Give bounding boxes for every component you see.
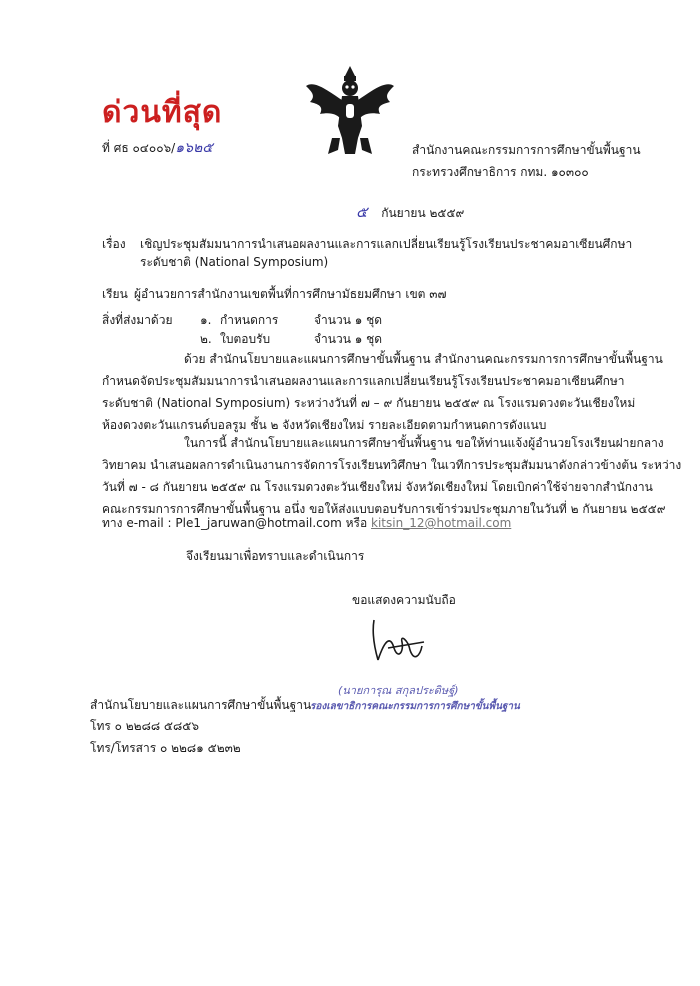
paragraph-1-line: ระดับชาติ (National Symposium) ระหว่างวันที่ ๗ – ๙ กันยายน ๒๕๕๙ ณ โรงแรมดวงตะวันเชียงใหม่	[102, 396, 636, 410]
urgency-heading: ด่วนที่สุด	[102, 95, 223, 130]
enclosure-1-qty: จำนวน ๑ ชุด	[314, 313, 383, 327]
email-link[interactable]: kitsin_12@hotmail.com	[371, 516, 512, 530]
paragraph-2-line: คณะกรรมการการศึกษาขั้นพื้นฐาน อนึ่ง ขอให้ส่งแบบตอบรับการเข้าร่วมประชุมภายในวันที่ ๒ กันยายน ๒๕๕๙	[102, 502, 666, 516]
handwritten-ref-number: ๑๖๒๕	[175, 140, 213, 156]
subject-line-1: เชิญประชุมสัมมนาการนำเสนอผลงานและการแลกเปลี่ยนเรียนรู้โรงเรียนประชาคมอาเซียนศึกษา	[140, 237, 633, 251]
footer-phone: โทร ๐ ๒๒๘๘ ๕๘๕๖	[90, 719, 199, 733]
salutation: ขอแสดงความนับถือ	[352, 593, 456, 607]
signatory-position-stamp: รองเลขาธิการคณะกรรมการการศึกษาขั้นพื้นฐาน	[310, 701, 520, 712]
recipient-value: ผู้อำนวยการสำนักงานเขตพื้นที่การศึกษามัธยมศึกษา เขต ๓๗	[134, 287, 447, 301]
letter-date: ๕ กันยายน ๒๕๕๙	[356, 203, 465, 221]
sender-line-2: กระทรวงศึกษาธิการ กทม. ๑๐๓๐๐	[412, 165, 589, 179]
reference-number: ที่ ศธ ๐๔๐๐๖/๑๖๒๕	[102, 140, 213, 156]
paragraph-1-line: ห้องดวงตะวันแกรนด์บอลรูม ชั้น ๒ จังหวัดเชียงใหม่ รายละเอียดตามกำหนดการดังแนบ	[102, 418, 547, 432]
contact-email-text: ทาง e-mail : Ple1_jaruwan@hotmail.com หรือ	[102, 516, 372, 530]
paragraph-2-line: ในการนี้ สำนักนโยบายและแผนการศึกษาขั้นพื้นฐาน ขอให้ท่านแจ้งผู้อำนวยโรงเรียนฝายกลาง	[184, 436, 664, 450]
handwritten-day: ๕	[356, 203, 368, 221]
subject-label: เรื่อง	[102, 237, 126, 251]
paragraph-1-line: ด้วย สำนักนโยบายและแผนการศึกษาขั้นพื้นฐาน สำนักงานคณะกรรมการการศึกษาขั้นพื้นฐาน	[184, 352, 663, 366]
recipient-label: เรียน	[102, 287, 128, 301]
handwritten-signature	[364, 612, 434, 672]
garuda-emblem	[302, 60, 398, 160]
paragraph-1-line: กำหนดจัดประชุมสัมมนาการนำเสนอผลงานและการแลกเปลี่ยนเรียนรู้โรงเรียนประชาคมอาเซียนศึกษา	[102, 374, 625, 388]
footer-fax: โทร/โทรสาร ๐ ๒๒๘๑ ๕๒๓๒	[90, 741, 241, 755]
enclosure-2-qty: จำนวน ๑ ชุด	[314, 332, 383, 346]
sender-line-1: สำนักงานคณะกรรมการการศึกษาขั้นพื้นฐาน	[412, 143, 641, 157]
signatory-name: (นายการุณ สกุลประดิษฐ์)	[338, 684, 459, 697]
paragraph-2	[102, 432, 682, 520]
enclosure-2-number: ๒.	[200, 332, 212, 346]
enclosure-1-number: ๑.	[200, 313, 212, 327]
enclosure-1-name: กำหนดการ	[220, 313, 279, 327]
closing-sentence: จึงเรียนมาเพื่อทราบและดำเนินการ	[186, 549, 365, 563]
paragraph-2-line: วันที่ ๗ - ๘ กันยายน ๒๕๕๙ ณ โรงแรมดวงตะวันเชียงใหม่ จังหวัดเชียงใหม่ โดยเบิกค่าใช้จ่ายจากสำนักงาน	[102, 480, 653, 494]
paragraph-2-line: วิทยาคม นำเสนอผลการดำเนินงานการจัดการโรงเรียนทวิศึกษา ในเวทีการประชุมสัมมนาดังกล่าวข้างต้น ระหว่าง	[102, 458, 682, 472]
paragraph-1	[102, 348, 663, 436]
enclosure-2-name: ใบตอบรับ	[220, 332, 271, 346]
footer-office: สำนักนโยบายและแผนการศึกษาขั้นพื้นฐาน	[90, 698, 312, 712]
subject-line-2: ระดับชาติ (National Symposium)	[140, 255, 329, 269]
contact-line	[102, 515, 511, 531]
enclosures-label: สิ่งที่ส่งมาด้วย	[102, 313, 173, 327]
